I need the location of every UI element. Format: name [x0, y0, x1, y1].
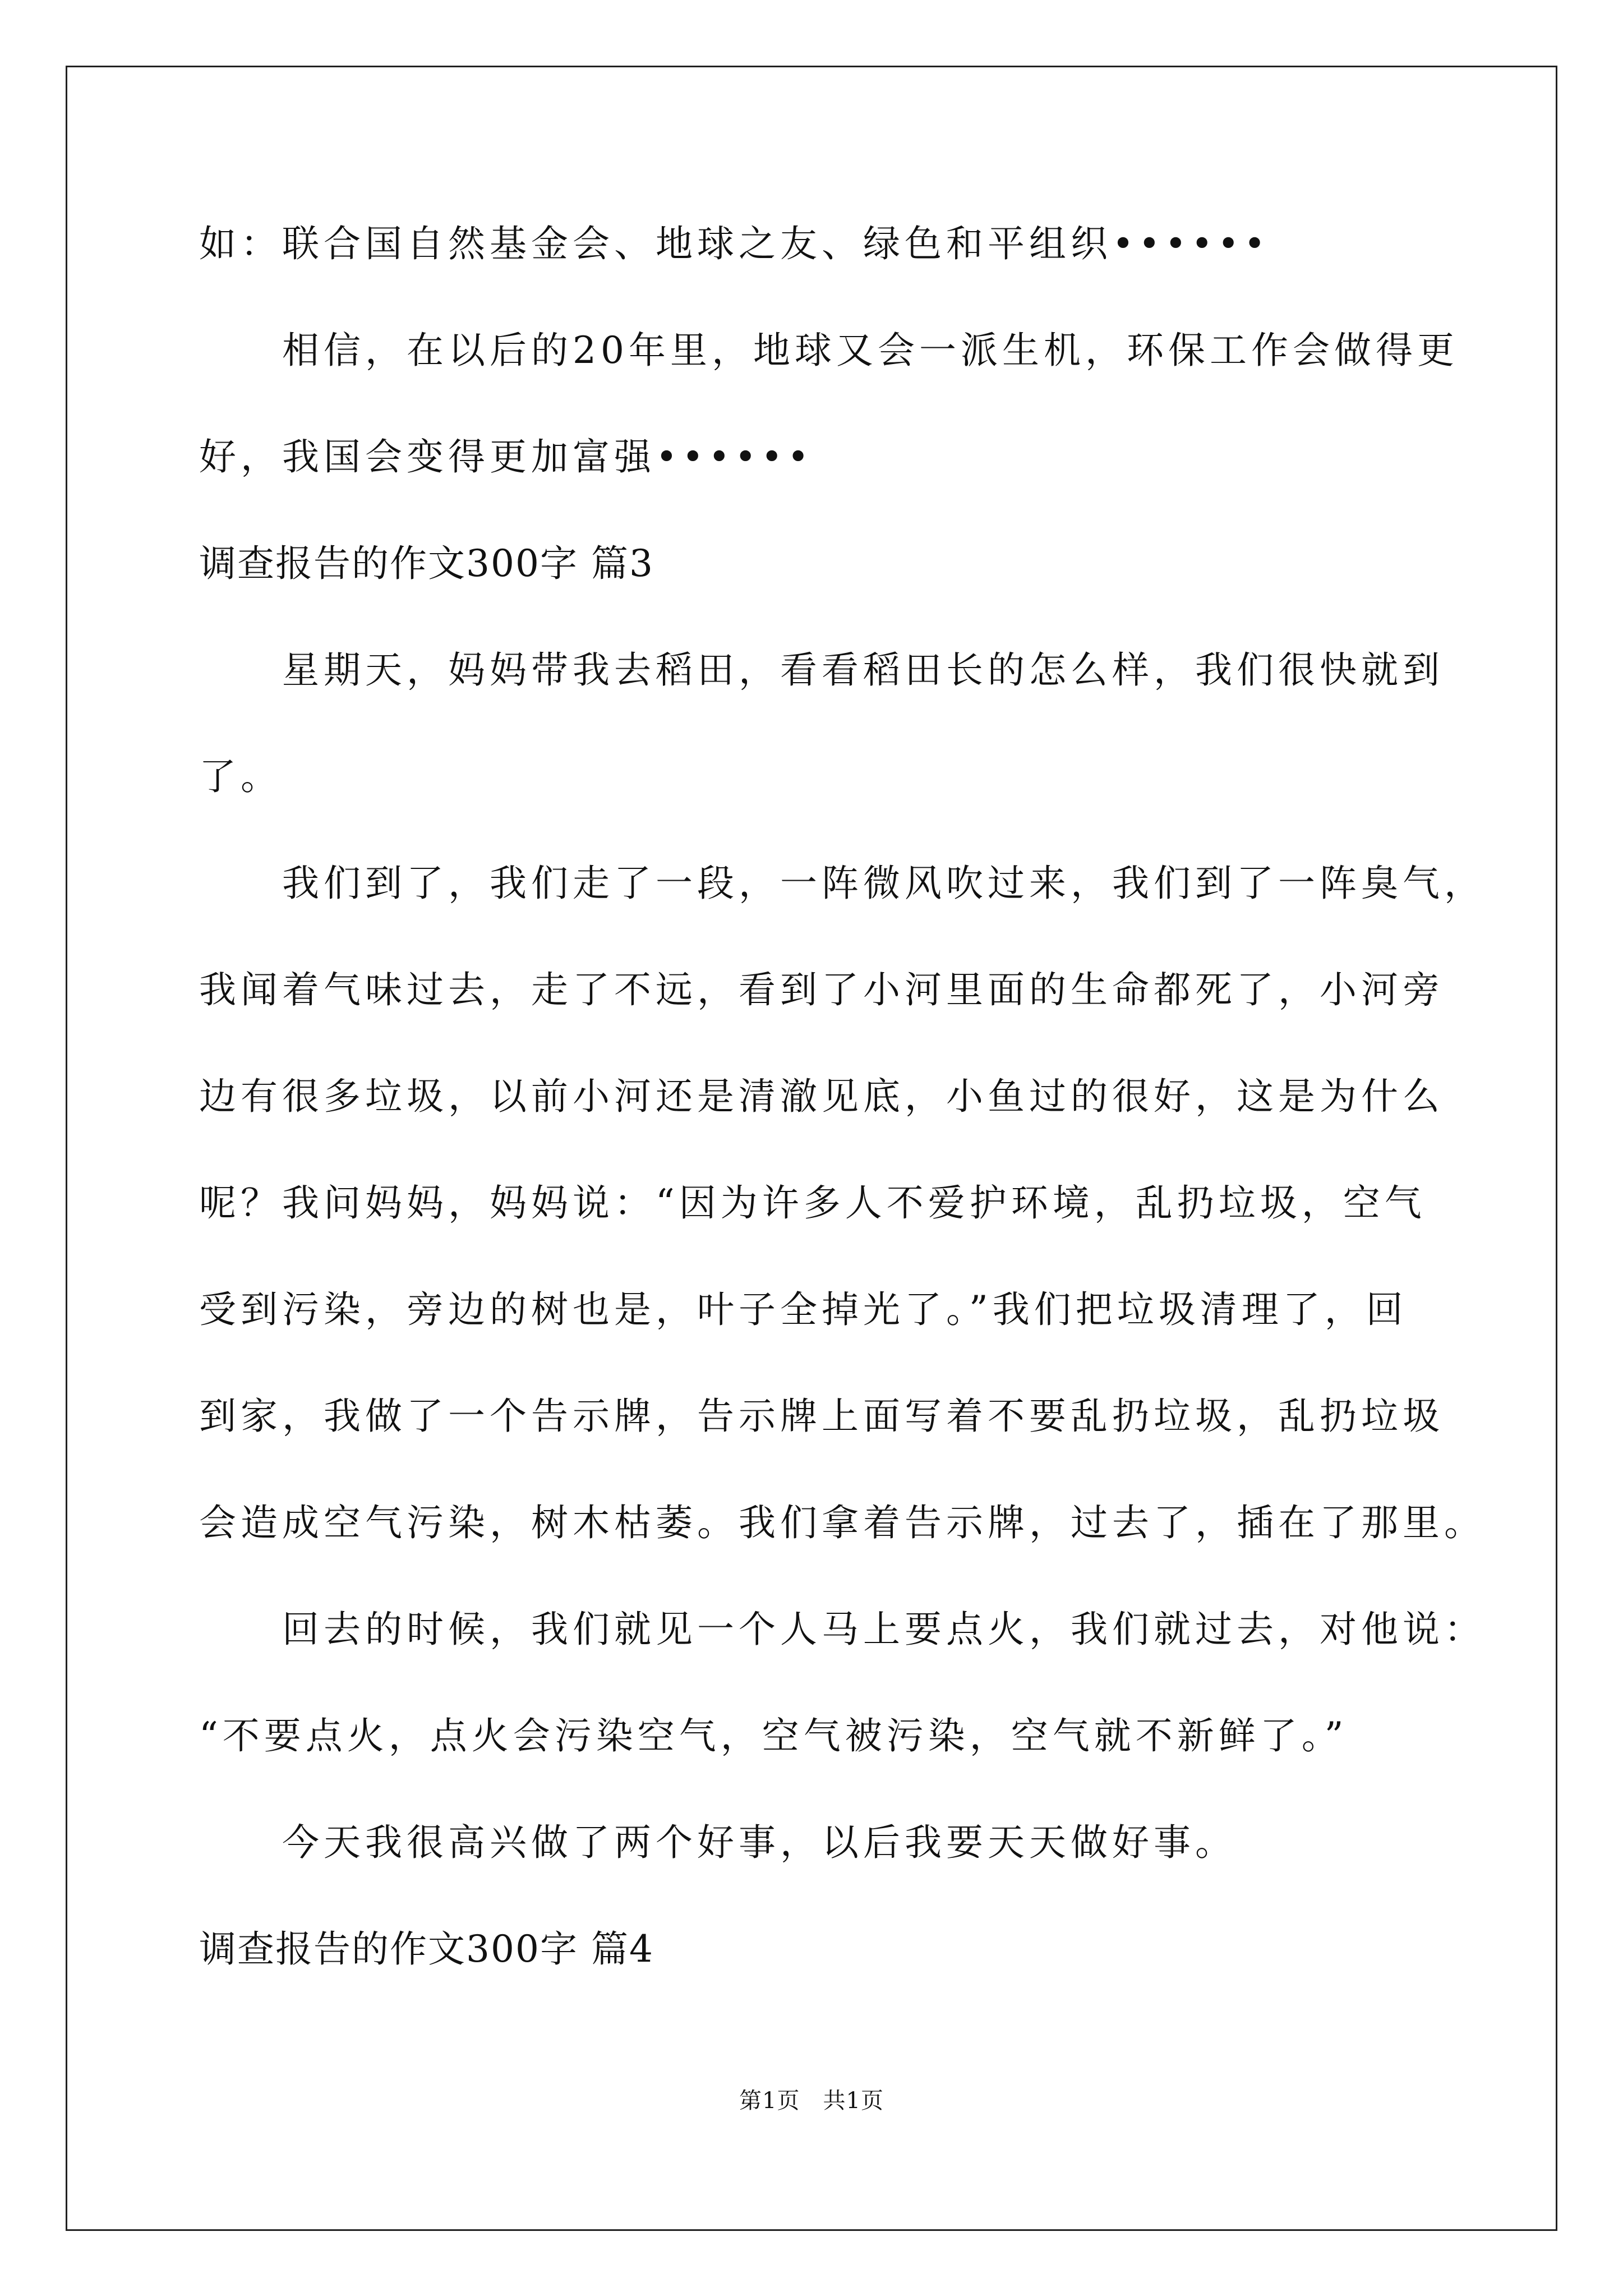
text-line: 边有很多垃圾，以前小河还是清澈见底，小鱼过的很好，这是为什么 [199, 1075, 1444, 1118]
text-line: 今天我很高兴做了两个好事，以后我要天天做好事。 [282, 1821, 1237, 1864]
text-line: 呢？我问妈妈，妈妈说：“因为许多人不爱护环境，乱扔垃圾，空气 [199, 1181, 1426, 1225]
section-heading: 调查报告的作文300字 篇4 [199, 1927, 654, 1971]
text-line: 我闻着气味过去，走了不远，看到了小河里面的生命都死了，小河旁 [199, 968, 1444, 1011]
text-line: 到家，我做了一个告示牌，告示牌上面写着不要乱扔垃圾，乱扔垃圾 [199, 1395, 1444, 1438]
page-number: 第1页 共1页 [739, 2088, 884, 2114]
text-line: 受到污染，旁边的树也是，叶子全掉光了。”我们把垃圾清理了，回 [199, 1288, 1408, 1331]
text-line: 如：联合国自然基金会、地球之友、绿色和平组织•••••• [199, 222, 1270, 265]
text-line: 星期天，妈妈带我去稻田，看看稻田长的怎么样，我们很快就到 [282, 648, 1444, 692]
text-line: 会造成空气污染，树木枯萎。我们拿着告示牌，过去了，插在了那里。 [199, 1501, 1486, 1544]
text-line: 我们到了，我们走了一段，一阵微风吹过来，我们到了一阵臭气， [282, 862, 1486, 905]
text-line: “不要点火，点火会污染空气，空气被污染，空气就不新鲜了。” [199, 1714, 1348, 1757]
section-heading: 调查报告的作文300字 篇3 [199, 542, 654, 585]
text-line: 好，我国会变得更加富强•••••• [199, 435, 814, 478]
text-line: 回去的时候，我们就见一个人马上要点火，我们就过去，对他说： [282, 1608, 1486, 1651]
text-line: 了。 [199, 755, 282, 798]
page-border [66, 66, 1557, 2231]
text-line: 相信，在以后的20年里，地球又会一派生机，环保工作会做得更 [282, 329, 1459, 372]
